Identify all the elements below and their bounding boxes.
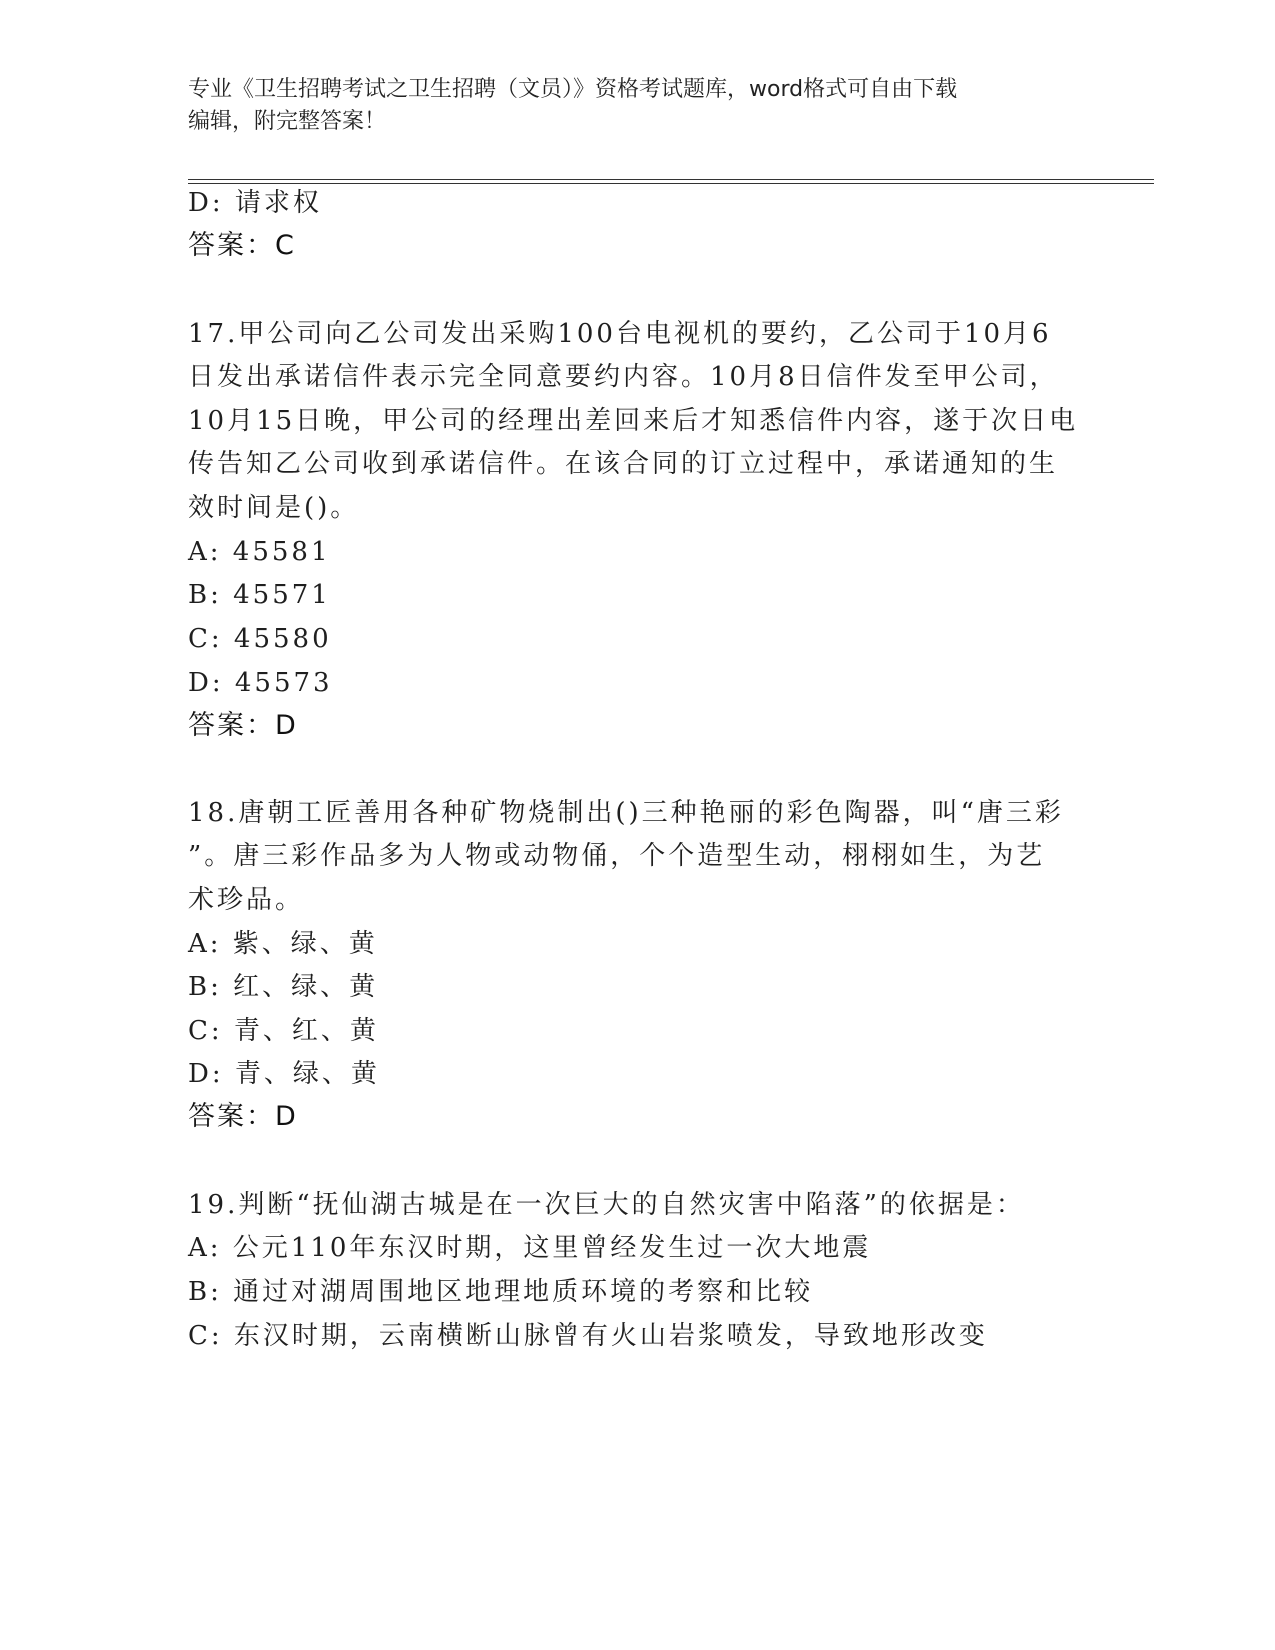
q18-answer: 答案：D: [188, 1101, 298, 1132]
q17-stem-line: 17.甲公司向乙公司发出采购100台电视机的要约，乙公司于10月6: [188, 319, 1052, 349]
q18-option-b: B: 红、绿、黄: [188, 972, 379, 1002]
q16-option-d: D: 请求权: [188, 188, 322, 218]
q19-stem-line: 19.判断“抚仙湖古城是在一次巨大的自然灾害中陷落”的依据是：: [188, 1190, 1025, 1220]
q17-option-c: C: 45580: [188, 624, 332, 654]
q16-answer: 答案：C: [188, 230, 296, 261]
document-header: [188, 74, 1088, 138]
q17-stem-line: 传告知乙公司收到承诺信件。在该合同的订立过程中，承诺通知的生: [188, 449, 1059, 479]
q17-option-d: D: 45573: [188, 668, 333, 698]
header-divider-top: [188, 179, 1154, 180]
q18-option-d: D: 青、绿、黄: [188, 1059, 380, 1089]
q17-option-a: A: 45581: [188, 537, 331, 567]
q17-option-b: B: 45571: [188, 580, 331, 610]
q17-stem-line: 10月15日晚，甲公司的经理出差回来后才知悉信件内容，遂于次日电: [188, 406, 1079, 436]
q19-option-a: A: 公元110年东汉时期，这里曾经发生过一次大地震: [188, 1233, 872, 1263]
q19-option-b: B: 通过对湖周围地区地理地质环境的考察和比较: [188, 1277, 814, 1307]
q18-option-c: C: 青、红、黄: [188, 1016, 379, 1046]
q18-stem-line: 术珍品。: [188, 885, 305, 915]
q17-stem-line: 日发出承诺信件表示完全同意要约内容。10月8日信件发至甲公司，: [188, 362, 1059, 392]
q17-stem-line: 效时间是()。: [188, 493, 360, 523]
header-divider-bottom: [188, 183, 1154, 184]
q18-option-a: A: 紫、绿、黄: [188, 929, 378, 959]
header-line-2: 编辑，附完整答案！: [188, 109, 387, 134]
q18-stem-line: 18.唐朝工匠善用各种矿物烧制出()三种艳丽的彩色陶器，叫“唐三彩: [188, 798, 1064, 828]
q19-option-c: C: 东汉时期，云南横断山脉曾有火山岩浆喷发，导致地形改变: [188, 1321, 988, 1351]
q17-answer: 答案：D: [188, 710, 298, 741]
header-line-1: 专业《卫生招聘考试之卫生招聘（文员）》资格考试题库，word格式可自由下载: [188, 77, 958, 102]
q18-stem-line: ”。唐三彩作品多为人物或动物俑，个个造型生动，栩栩如生，为艺: [188, 841, 1046, 871]
